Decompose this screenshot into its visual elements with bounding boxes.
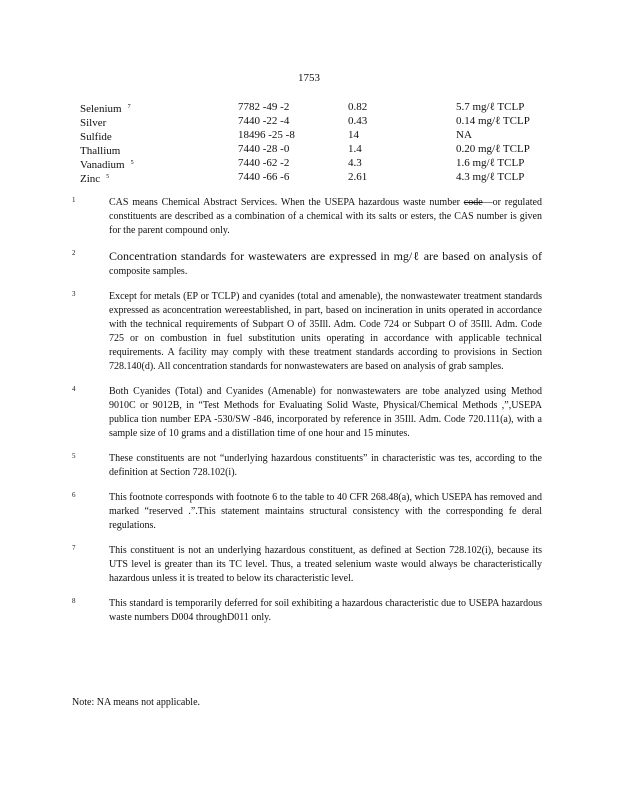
constituent-name: Vanadium $^5$	[80, 159, 134, 171]
constituent-name: Silver	[80, 117, 107, 129]
table-note: Note: NA means not applicable.	[72, 697, 201, 708]
constituent-name: Sulfide	[80, 131, 112, 143]
cas-number: 18496 -25 -8	[238, 129, 295, 141]
footnote-5	[72, 452, 542, 480]
footnote-number: 2	[72, 249, 76, 257]
footnote-number: 8	[72, 597, 76, 605]
footnote-6	[72, 491, 542, 533]
cas-number: 7440 -28 -0	[238, 143, 290, 155]
footnote-text: This constituent is not an underlying hazardous constituent, as defined at Section 728.102(i), because its UTS level is greater than its TC level. Thus, a treated selenium waste would always be characteristically hazardous unless it is treated to below its characteristic level.	[109, 545, 542, 584]
footnote-text: —or regulated constituents are described as a combination of a chemical with its salts or esters, the CAS number is given for the parent compound only.	[109, 197, 542, 236]
nonwastewater-standard: 5.7 mg/ℓ TCLP	[456, 101, 525, 113]
footnote-number: 6	[72, 491, 76, 499]
footnote-7	[72, 544, 542, 586]
footnote-text: Both Cyanides (Total) and Cyanides (Amenable) for nonwastewaters are tobe analyzed using Method 9010C or 9012B, in “Test Methods for Evaluating Solid Waste, Physical/Chemical Methods ,”,USEPA publica tion number EPA -530/SW -846, incorporated by reference in 35Ill. Adm. Code 720.111(a), with a sample size of 10 grams and a distillation time of one hour and 15 minutes.	[109, 386, 542, 439]
struck-text: code	[463, 197, 483, 208]
cas-number: 7440 -22 -4	[238, 115, 290, 127]
constituent-name: Thallium	[80, 145, 121, 157]
constituent-name: Selenium $^7$	[80, 103, 131, 115]
nonwastewater-standard: 0.14 mg/ℓ TCLP	[456, 115, 530, 127]
wastewater-standard: 1.4	[348, 143, 362, 155]
footnote-number: 1	[72, 196, 76, 204]
footnote-number: 5	[72, 452, 76, 460]
wastewater-standard: 0.82	[348, 101, 368, 113]
nonwastewater-standard: 1.6 mg/ℓ TCLP	[456, 157, 525, 169]
nonwastewater-standard: 4.3 mg/ℓ TCLP	[456, 171, 525, 183]
nonwastewater-standard: 0.20 mg/ℓ TCLP	[456, 143, 530, 155]
footnote-3	[72, 290, 542, 374]
constituent-name: Zinc $^5$	[80, 173, 110, 185]
footnote-number: 3	[72, 290, 76, 298]
footnotes	[72, 196, 542, 636]
footnote-2	[72, 249, 542, 279]
footnote-text: These constituents are not “underlying hazardous constituents” in characteristic was tes, according to the definition at Section 728.102(i).	[109, 453, 542, 478]
footnote-number: 7	[72, 544, 76, 552]
footnote-text: This footnote corresponds with footnote 6 to the table to 40 CFR 268.48(a), which USEPA has removed and marked “reserved .”.This statement maintains structural consistency with the corresponding fe deral regulations.	[109, 492, 542, 531]
footnote-8	[72, 597, 542, 625]
page-number: 1753	[298, 72, 320, 84]
wastewater-standard: 4.3	[348, 157, 362, 169]
wastewater-standard: 2.61	[348, 171, 368, 183]
footnote-number: 4	[72, 385, 76, 393]
cas-number: 7782 -49 -2	[238, 101, 290, 113]
cas-number: 7440 -62 -2	[238, 157, 290, 169]
footnote-1	[72, 196, 542, 238]
wastewater-standard: 14	[348, 129, 359, 141]
footnote-text: Concentration standards for wastewaters are expressed in mg/ℓ are based on analysis of	[109, 249, 542, 263]
footnote-text: CAS means Chemical Abstract Services. When the USEPA hazardous waste number	[109, 197, 460, 208]
nonwastewater-standard: NA	[456, 129, 472, 141]
footnote-4	[72, 385, 542, 441]
footnote-text: composite samples.	[109, 266, 188, 277]
footnote-text: Except for metals (EP or TCLP) and cyanides (total and amenable), the nonwastewater treatment standards expressed as aconcentration wereestablished, in part, based on incineration in units operated in accordance with the technical requirements of Subpart O of 35Ill. Adm. Code 724 or Subpart O of 35Ill. Adm. Code 725 or on combustion in fuel substitution units operating in accordance with applicable technical requirements. A facility may comply with these treatment standards according to provisions in Section 728.140(d). All concentration standards for nonwastewaters are based on analysis of grab samples.	[109, 291, 542, 372]
cas-number: 7440 -66 -6	[238, 171, 290, 183]
wastewater-standard: 0.43	[348, 115, 368, 127]
footnote-text: This standard is temporarily deferred for soil exhibiting a hazardous characteristic due to USEPA hazardous waste numbers D004 throughD011 only.	[109, 598, 542, 623]
